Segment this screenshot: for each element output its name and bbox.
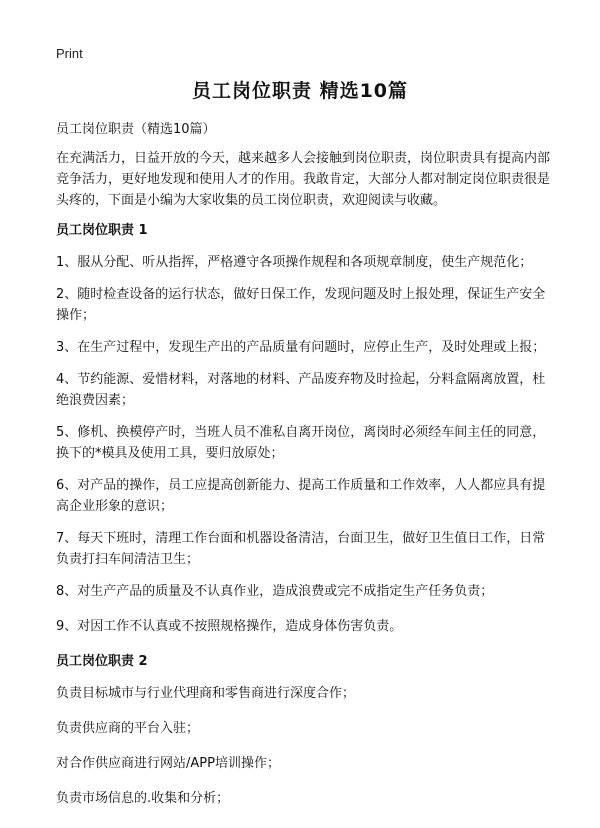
list-item: 负责目标城市与行业代理商和零售商进行深度合作； — [56, 686, 356, 701]
section-2 — [56, 651, 556, 809]
document-subtitle: 员工岗位职责（精选10篇） — [56, 122, 216, 137]
list-item: 负责供应商的平台入驻； — [56, 721, 200, 736]
list-item: 8、对生产产品的质量及不认真作业，造成浪费或完不成指定生产任务负责； — [56, 584, 494, 599]
list-item: 负责市场信息的.收集和分析； — [56, 791, 230, 806]
list-item: 6、对产品的操作，员工应提高创新能力、提高工作质量和工作效率，人人都应具有提高企业形象的意识； — [56, 478, 546, 514]
list-item: 7、每天下班时，清理工作台面和机器设备清洁，台面卫生，做好卫生值日工作，日常负责打扫车间清洁卫生； — [56, 531, 546, 567]
list-item: 对合作供应商进行网站/APP培训操作； — [56, 756, 280, 771]
section-heading: 员工岗位职责 2 — [56, 654, 148, 669]
print-label: Print — [56, 46, 83, 61]
list-item: 3、在生产过程中，发现生产出的产品质量有问题时，应停止生产，及时处理或上报； — [56, 340, 546, 355]
document-body — [56, 119, 556, 823]
list-item: 9、对因工作不认真或不按照规格操作，造成身体伤害负责。 — [56, 619, 403, 634]
list-item: 1、服从分配、听从指挥，严格遵守各项操作规程和各项规章制度，使生产规范化； — [56, 255, 533, 270]
intro-paragraph: 在充满活力，日益开放的今天，越来越多人会接触到岗位职责，岗位职责具有提高内部竞争活力，更好地发现和使用人才的作用。我敢肯定，大部分人都对制定岗位职责很是头疼的，下面是小编为大家收集的员工岗位职责，欢迎阅读与收藏。 — [56, 151, 551, 208]
section-heading: 员工岗位职责 1 — [56, 223, 148, 238]
list-item: 2、随时检查设备的运行状态，做好日保工作，发现问题及时上报处理，保证生产安全操作； — [56, 287, 546, 323]
list-item: 5、修机、换模停产时，当班人员不准私自离开岗位，离岗时必须经车间主任的同意，换下的*模具及使用工具，要归放原处； — [56, 425, 546, 461]
list-item: 4、节约能源、爱惜材料，对落地的材料、产品废弃物及时捡起，分料盒隔离放置，杜绝浪费因素； — [56, 372, 546, 408]
document-title: 员工岗位职责 精选10篇 — [191, 80, 409, 102]
section-1 — [56, 220, 556, 637]
